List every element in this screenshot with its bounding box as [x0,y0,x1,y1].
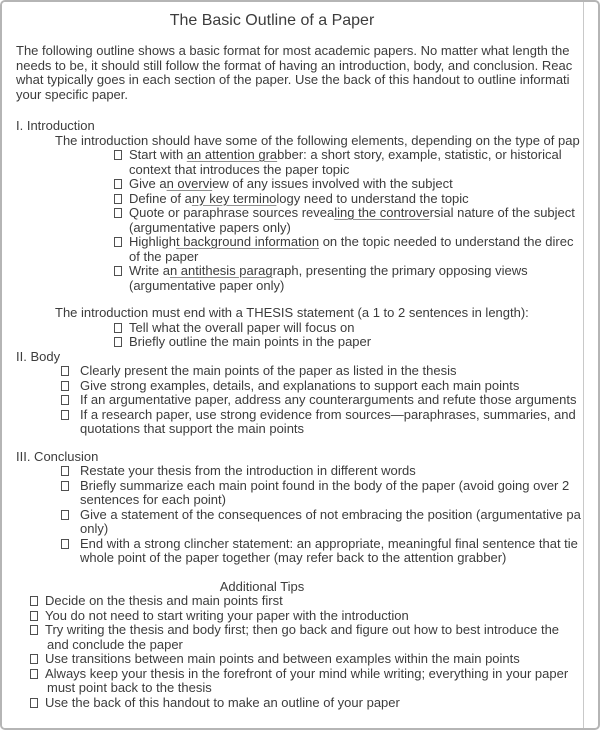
checklist-item [2,364,584,379]
text-segment: End with a strong clincher statement: an appropriate, meaningful final sentence that tie [80,535,578,551]
text-segment: Always keep your thesis in the forefront of your mind while writing; everything in your paper [45,665,569,681]
text-segment: (argumentative paper only) [129,277,285,293]
checkbox-icon [114,337,122,347]
document-content [2,12,584,710]
text-segment: III. Conclusion [16,448,99,464]
checklist-item [2,148,584,163]
text-segment: your specific paper. [16,86,129,102]
text-segment: logy need to understand the topic [276,190,469,206]
checklist-item [2,609,584,624]
checklist-item-continuation [2,221,584,236]
text-segment: must point back to the thesis [47,680,212,695]
checklist-item [2,652,584,667]
section-heading [2,119,584,134]
checkbox-icon [30,698,38,708]
underlined-text: t background information [175,234,320,249]
checklist-item [2,696,584,711]
text-segment: Clearly present the main points of the paper as listed in the thesis [80,363,457,378]
checkbox-icon [114,266,122,276]
checkbox-icon [114,194,122,204]
checklist-item [2,321,584,336]
checkbox-icon [61,381,69,391]
checklist-item [2,379,584,394]
checklist-item [2,667,584,682]
checkbox-icon [61,466,69,476]
text-segment: on the topic needed to understand the direc [319,234,574,249]
checklist-item [2,192,584,207]
checklist-item [2,335,584,350]
underlined-text: ling the controve [334,205,430,220]
checkbox-icon [114,179,122,189]
checkbox-icon [114,323,122,333]
document-page [2,2,584,728]
text-segment: whole point of the paper together (may refer back to the attention grabber) [80,550,507,565]
text-segment: bber: a short story, example, statistic, or historical [277,147,562,162]
text-segment: needs to be, it should still follow the format of having an introduction, body, and conclusion. Reac [16,57,573,73]
text-segment: Briefly summarize each main point found in the body of the paper (avoid going over 2 [80,477,570,493]
text-segment: what typically goes in each section of the paper. Use the back of this handout to outline informati [16,72,570,87]
checkbox-icon [114,150,122,160]
checklist-item [2,623,584,638]
checkbox-icon [30,669,38,679]
section-heading [2,350,584,365]
checklist-item [2,537,584,552]
checklist-item-continuation [2,551,584,566]
text-segment: (argumentative papers only) [129,219,291,235]
text-segment: Define of a [129,190,192,206]
text-segment: Decide on the thesis and main points first [45,593,283,608]
checkbox-icon [30,654,38,664]
text-segment: and conclude the paper [47,636,183,652]
text-segment: ew of any issues involved with the subject [212,176,453,191]
underlined-text: an attention gra [186,147,278,162]
text-segment: only) [80,521,109,536]
checkbox-icon [61,395,69,405]
text-segment: Write a [129,263,170,278]
text-segment: Additional Tips [219,578,305,594]
checkbox-icon [61,510,69,520]
text-segment: Highligh [129,234,176,249]
checklist-item [2,235,584,250]
section-heading [2,450,584,465]
text-segment: Use the back of this handout to make an outline of your paper [45,694,400,710]
text-segment: I. Introduction [16,118,95,133]
checkbox-icon [61,481,69,491]
paragraph-line [2,306,584,321]
underlined-text: n overvi [166,176,213,191]
text-segment: If a research paper, use strong evidence from sources—paraphrases, summaries, and [80,406,576,422]
checklist-item [2,464,584,479]
text-segment: The following outline shows a basic format for most academic papers. No matter what length the [16,43,570,58]
checklist-item [2,408,584,423]
checklist-item [2,393,584,408]
checkbox-icon [30,611,38,621]
text-segment: Try writing the thesis and body first; then go back and figure out how to best introduce the [45,622,560,637]
checklist-item [2,264,584,279]
text-segment: II. Body [16,348,61,364]
checkbox-icon [30,596,38,606]
checklist-item-continuation [2,493,584,508]
checkbox-icon [30,625,38,635]
text-segment: Give strong examples, details, and explanations to support each main points [80,377,520,393]
text-segment: Tell what the overall paper will focus on [129,319,355,335]
checklist-item-continuation [2,638,584,653]
checkbox-icon [114,208,122,218]
text-segment: Give a statement of the consequences of not embracing the position (argumentative pa [80,506,581,522]
text-segment: Use transitions between main points and between examples within the main points [45,651,520,666]
checklist-item-continuation [2,163,584,178]
document-title [2,12,542,30]
checklist-item-continuation [2,522,584,537]
text-segment: rsial nature of the subject [429,205,575,220]
checklist-item [2,479,584,494]
checkbox-icon [61,539,69,549]
paragraph-line [2,134,584,149]
text-segment: Quote or paraphrase sources revea [129,205,335,220]
text-segment: quotations that support the main points [80,421,305,436]
checkbox-icon [114,237,122,247]
text-segment: The introduction must end with a THESIS statement (a 1 to 2 sentences in length): [55,305,529,320]
checklist-item-continuation [2,422,584,437]
subsection-title [2,580,522,595]
checklist-item-continuation [2,250,584,265]
text-segment: The Basic Outline of a Paper [169,12,375,29]
checklist-item-continuation [2,681,584,696]
text-segment: Start with [129,147,187,162]
text-segment: Briefly outline the main points in the paper [129,334,372,349]
text-segment: context that introduces the paper topic [129,161,350,177]
checklist-item [2,206,584,221]
underlined-text: n antithesis parag [169,263,273,278]
checkbox-icon [61,366,69,376]
text-segment: The introduction should have some of the following elements, depending on the type of pap [55,132,580,148]
paragraph-line [2,59,584,74]
paragraph-line [2,73,584,88]
text-segment: raph, presenting the primary opposing views [272,263,528,278]
text-segment: sentences for each point) [80,492,226,507]
checkbox-icon [61,410,69,420]
text-segment: Give a [129,176,167,191]
checklist-item [2,177,584,192]
underlined-text: ny key termino [191,190,277,206]
text-segment: of the paper [129,248,199,264]
paragraph-line [2,88,584,103]
text-segment: You do not need to start writing your paper with the introduction [45,607,409,623]
text-segment: If an argumentative paper, address any counterarguments and refute those arguments [80,392,577,407]
checklist-item-continuation [2,279,584,294]
checklist-item [2,594,584,609]
paragraph-line [2,44,584,59]
text-segment: Restate your thesis from the introduction in different words [80,463,416,478]
checklist-item [2,508,584,523]
